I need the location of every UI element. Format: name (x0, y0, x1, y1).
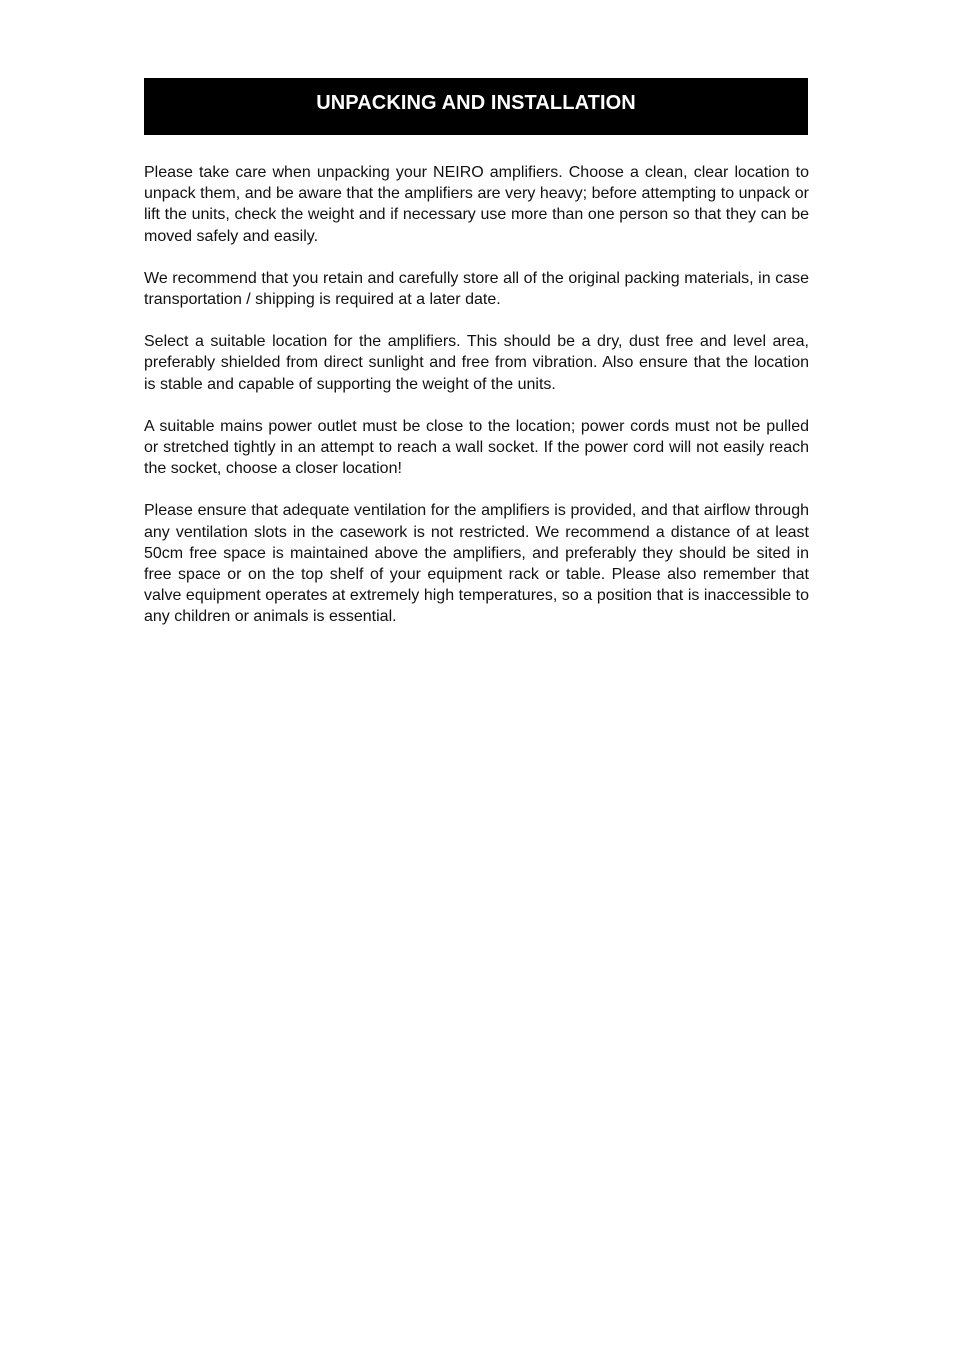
paragraph-power-outlet: A suitable mains power outlet must be close to the location; power cords must not be pulled or stretched tightly in an attempt to reach a wall socket. If the power cord will not easily reach the socket, choose a closer location! (144, 417, 809, 478)
body-text (144, 162, 809, 649)
paragraph-location: Select a suitable location for the amplifiers. This should be a dry, dust free and level area, preferably shielded from direct sunlight and free from vibration. Also ensure that the location is stable and capable of supporting the weight of the units. (144, 333, 809, 393)
section-title-bar (144, 78, 808, 135)
paragraph-ventilation: Please ensure that adequate ventilation for the amplifiers is provided, and that airflow through any ventilation slots in the casework is not restricted. We recommend a distance of at least 50cm free space is maintained above the amplifiers, and preferably they should be sited in free space or on the top shelf of your equipment rack or table. Please also remember that valve equipment operates at extremely high temperatures, so a position that is inaccessible to any children or animals is essential. (144, 502, 809, 626)
paragraph-packing-materials: We recommend that you retain and carefully store all of the original packing materials, in case transportation / shipping is required at a later date. (144, 269, 809, 309)
paragraph-unpacking-care: Please take care when unpacking your NEIRO amplifiers. Choose a clean, clear location to unpack them, and be aware that the amplifiers are very heavy; before attempting to unpack or lift the units, check the weight and if necessary use more than one person so that they can be moved safely and easily. (144, 164, 809, 245)
section-title: UNPACKING AND INSTALLATION (316, 92, 636, 114)
